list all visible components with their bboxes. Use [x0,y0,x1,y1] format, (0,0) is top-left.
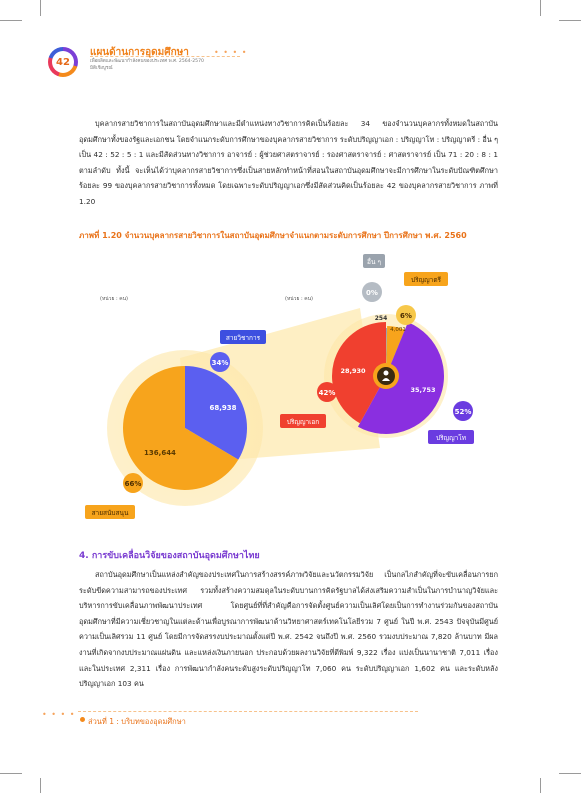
header-title: แผนด้านการอุดมศึกษา [90,47,189,58]
percent-label-doctorate: 42% [318,389,336,397]
percent-label-bachelor: 6% [400,312,412,320]
footer-decoration: • • • • [42,710,76,719]
data-label-master: 35,753 [410,386,436,394]
person-icon [377,367,395,385]
data-label-doctorate: 28,930 [340,367,366,375]
crop-mark [0,20,22,21]
person-icon-head [384,371,389,376]
body-paragraph-2: สถาบันอุดมศึกษาเป็นแหล่งสำคัญของประเทศในการสร้างสรรค์ภาพวิจัยและนวัตกรรมวิจัย เป็นกลไกสำคัญที่จะขับเคลื่อนการยกระดับขีดความสามารถของประเทศ รวมทั้งสร้างความสมดุลในระดับบานการคิดรัฐบาลได้ส่งเสริมความสำเป็นในการบำนาญวิจัยและบริหารการขับเคลื่อนภาพพัฒนาประเทศ โดยศูนย์ที่ที่สำคัญคือการจัดตั้งศูนย์ความเป็นเลิศโดยเป็นการทำงานร่วมกันของสถาบันอุดมศึกษาที่มีความเชี่ยวชาญในแต่ละด้านเพื่อบูรณาการพัฒนาด้านวิทยาศาสตร์เทคโนโลยีรวม 7 ศูนย์ ในปี พ.ศ. 2543 ปัจจุบันมีศูนย์ความเป็นเลิศรวม 11 ศูนย์ โดยมีการจัดสรรงบประมาณตั้งแต่ปี พ.ศ. 2542 จนถึงปี พ.ศ. 2560 รวมงบประมาณ 7,820 ล้านบาท มีผลงานที่เกิดจากงบประมาณแผ่นดิน และแหล่งเงินภายนอก ประกอบด้วยผลงานวิจัยที่ตีพิมพ์ 9,322 เรื่อง แบ่งเป็นนานาชาติ 7,011 เรื่อง และในประเทศ 2,311 เรื่อง การพัฒนากำลังคนระดับสูงระดับปริญญาโท 7,060 คน ระดับปริญญาเอก 1,602 คน และระดับหลังปริญญาเอก 103 คน [79,570,498,689]
pie-chart-figure [70,248,510,528]
crop-mark [40,0,41,16]
footer-divider [78,711,418,712]
crop-mark [40,778,41,793]
name-label-other: อื่น ๆ [367,258,381,266]
crop-mark [540,778,541,793]
name-label-academic: สายวิชาการ [225,334,261,342]
data-label-bachelor: 4,001 [390,327,406,333]
data-label-support: 136,644 [144,449,176,457]
name-label-support: สายสนับสนุน [91,509,129,517]
name-label-master: ปริญญาโท [435,434,467,442]
name-label-bachelor: ปริญญาตรี [410,276,442,284]
percent-label-other: 0% [366,289,378,297]
footer-text: ส่วนที่ 1 : บริบทของอุดมศึกษา [88,717,186,726]
header-decoration: • • • • [214,48,248,57]
unit-label-right: (หน่วย : คน) [285,296,313,302]
name-label-doctorate: ปริญญาเอก [286,418,320,426]
section-title: 4. การขับเคลื่อนวิจัยของสถาบันอุดมศึกษาไทย [79,551,260,561]
percent-label-master: 52% [454,408,472,416]
header-subtitle-line1: เพื่อผลิตและพัฒนากำลังคนของประเทศ พ.ศ. 2564-2570 [90,59,204,64]
percent-label-academic: 34% [211,359,229,367]
data-label-other: 254 [374,315,388,322]
figure-title: ภาพที่ 1.20 จำนวนบุคลากรสายวิชาการในสถาบันอุดมศึกษาจำแนกตามระดับการศึกษา ปีการศึกษา พ.ศ. 2560 [79,231,467,240]
crop-mark [559,20,581,21]
crop-mark [559,773,581,774]
body-paragraph-1: บุคลากรสายวิชาการในสถาบันอุดมศึกษาและมีตำแหน่งทางวิชาการคิดเป็นร้อยละ 34 ของจำนวนบุคลากรทั้งหมดในสถาบันอุดมศึกษาทั้งของรัฐและเอกชน โดยจำแนกระดับการศึกษาของบุคลากรสายวิชาการ ระดับปริญญาเอก : ปริญญาโท : ปริญญาตรี : อื่น ๆ เป็น 42 : 52 : 5 : 1 และมีสัดส่วนทางวิชาการ อาจารย์ : ผู้ช่วยศาสตราจารย์ : รองศาสตราจารย์ : ศาสตราจารย์ เป็น 71 : 20 : 8 : 1 ตามลำดับ ทั้งนี้ จะเห็นได้ว่าบุคลากรสายวิชาการซึ่งเป็นสายหลักทำหน้าที่สอนในสถาบันอุดมศึกษาจะมีการศึกษาในระดับปัณฑิตศึกษาร้อยละ 99 ของบุคลากรสายวิชาการทั้งหมด โดยเฉพาะระดับปริญญาเอกซึ่งมีสัดส่วนคิดเป็นร้อยละ 42 ของบุคลากรสายวิชาการ ภาพที่ 1.20 [79,119,498,206]
percent-label-support: 66% [124,480,142,488]
footer-bullet [80,717,85,722]
page-number-badge [48,47,78,77]
crop-mark [540,0,541,16]
page-number: 42 [52,51,74,73]
data-label-academic: 68,938 [209,404,237,412]
header-subtitle-line2: มิติเชิงบูรณ์ [90,66,113,71]
header-subtitle [90,58,204,72]
unit-label-left: (หน่วย : คน) [100,296,128,302]
crop-mark [0,773,22,774]
